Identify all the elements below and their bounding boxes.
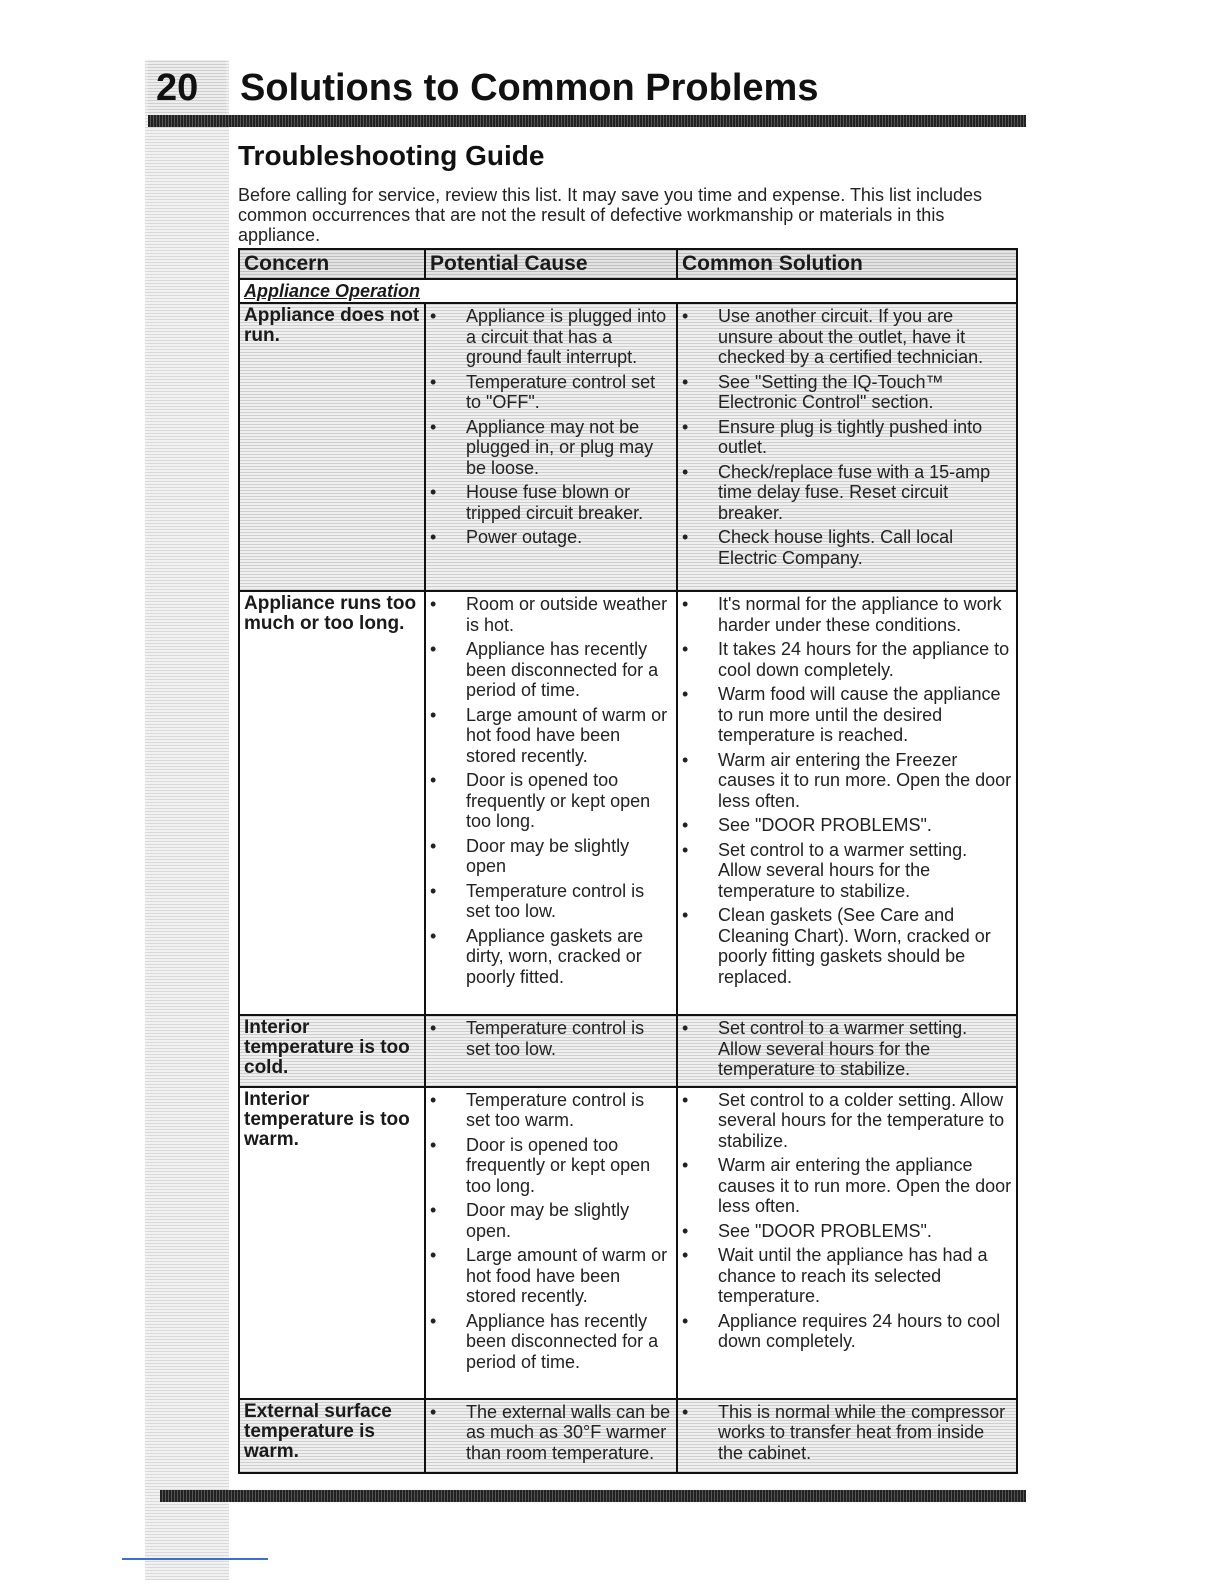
- page-header: [148, 60, 1026, 116]
- page-title: Solutions to Common Problems: [240, 66, 819, 109]
- bullet-icon: •: [682, 1089, 689, 1110]
- bullet-text: Wait until the appliance has had a chance to reach its selected temperature.: [718, 1245, 988, 1306]
- bullet-item: [682, 1018, 1012, 1080]
- bullet-icon: •: [682, 527, 689, 547]
- bullet-text: Door is opened too frequently or kept open too long.: [466, 1134, 651, 1196]
- bullet-item: [682, 639, 1012, 680]
- troubleshooting-table: [238, 248, 1018, 1474]
- bullet-item: [430, 770, 672, 832]
- table-row: [240, 1400, 1016, 1472]
- bullet-item: [430, 1018, 672, 1059]
- bullet-icon: •: [430, 925, 437, 946]
- bottom-rule: [160, 1490, 1026, 1502]
- bullet-text: Door is opened too frequently or kept open too long.: [466, 770, 651, 831]
- bullet-icon: •: [682, 1401, 689, 1422]
- bullet-icon: •: [682, 839, 689, 860]
- bullet-icon: •: [430, 416, 437, 437]
- bullet-text: Door may be slightly open.: [466, 1200, 630, 1241]
- bullet-text: It takes 24 hours for the appliance to cool down completely.: [718, 639, 1010, 680]
- bullet-text: Temperature control is set too warm.: [466, 1089, 645, 1130]
- bullet-icon: •: [682, 1155, 689, 1175]
- bullet-item: [430, 705, 672, 767]
- bullet-item: [430, 1135, 672, 1197]
- bullet-icon: •: [430, 1134, 437, 1155]
- bullet-item: [430, 594, 672, 635]
- bullet-icon: •: [682, 684, 689, 704]
- bullet-text: Check/replace fuse with a 15-amp time delay fuse. Reset circuit breaker.: [718, 461, 991, 523]
- left-margin-stripe: [145, 60, 229, 1580]
- table-row: [240, 304, 1016, 592]
- bullet-icon: •: [430, 1200, 437, 1220]
- bullet-item: [682, 527, 1012, 568]
- concern-cell: Interior temperature is too warm.: [244, 1088, 410, 1150]
- bullet-item: [430, 639, 672, 701]
- bullet-item: [682, 1090, 1012, 1152]
- bullet-item: [682, 1221, 1012, 1242]
- cause-cell: [424, 1088, 676, 1398]
- table-row: [240, 1016, 1016, 1088]
- bullet-item: [682, 840, 1012, 902]
- bullet-icon: •: [682, 815, 689, 835]
- bullet-text: Use another circuit. If you are unsure about the outlet, have it checked by a certified technician.: [718, 306, 984, 367]
- bullet-item: [430, 881, 672, 922]
- bullet-icon: •: [682, 1018, 689, 1038]
- bullet-text: Set control to a colder setting. Allow several hours for the temperature to stabilize.: [718, 1089, 1005, 1151]
- cause-cell: [424, 1016, 676, 1086]
- bullet-icon: •: [430, 594, 437, 614]
- solution-cell: [676, 304, 1016, 590]
- bullet-text: Power outage.: [466, 527, 583, 547]
- bullet-item: [682, 1311, 1012, 1352]
- bullet-text: Warm food will cause the appliance to run more until the desired temperature is reached.: [718, 684, 1001, 745]
- solution-cell: [676, 592, 1016, 1014]
- bullet-item: [430, 372, 672, 413]
- bullet-icon: •: [430, 527, 437, 547]
- bullet-item: [682, 306, 1012, 368]
- bullet-item: [682, 684, 1012, 746]
- concern-cell: Appliance runs too much or too long.: [244, 593, 417, 634]
- bullet-item: [682, 1245, 1012, 1307]
- bullet-item: [430, 1200, 672, 1241]
- bullet-icon: •: [682, 749, 689, 770]
- bullet-text: Set control to a warmer setting. Allow several hours for the temperature to stabilize.: [718, 839, 968, 901]
- bullet-icon: •: [682, 594, 689, 614]
- bullet-item: [682, 594, 1012, 635]
- bullet-text: This is normal while the compressor works to transfer heat from inside the cabinet.: [718, 1401, 1006, 1463]
- bullet-icon: •: [430, 880, 437, 901]
- bullet-text: Large amount of warm or hot food have been stored recently.: [466, 704, 668, 766]
- solution-cell: [676, 1400, 1016, 1472]
- bullet-text: Ensure plug is tightly pushed into outlet.: [718, 416, 983, 457]
- solution-cell: [676, 1016, 1016, 1086]
- table-header: [240, 250, 1016, 280]
- bullet-item: [430, 1090, 672, 1131]
- bullet-text: Appliance has recently been disconnected for a period of time.: [466, 1310, 659, 1372]
- bullet-text: Check house lights. Call local Electric Company.: [718, 527, 954, 568]
- bullet-item: [682, 1402, 1012, 1464]
- bullet-item: [430, 926, 672, 988]
- bullet-text: Temperature control is set too low.: [466, 880, 645, 921]
- bullet-icon: •: [430, 639, 437, 659]
- header-concern: Concern: [244, 252, 330, 275]
- bullet-item: [682, 462, 1012, 524]
- table-row: [240, 1088, 1016, 1400]
- bullet-text: Temperature control set to "OFF".: [466, 371, 656, 412]
- bullet-text: See "Setting the IQ-Touch™ Electronic Control" section.: [718, 371, 944, 412]
- bullet-icon: •: [430, 704, 437, 725]
- bullet-text: Appliance requires 24 hours to cool down completely.: [718, 1310, 1001, 1351]
- bullet-item: [430, 482, 672, 523]
- footer-line: [122, 1558, 268, 1560]
- bullet-text: Warm air entering the Freezer causes it to run more. Open the door less often.: [718, 749, 1012, 811]
- title-rule: [148, 115, 1026, 127]
- table-row: [240, 592, 1016, 1016]
- bullet-text: Appliance is plugged into a circuit that has a ground fault interrupt.: [466, 306, 667, 367]
- bullet-icon: •: [430, 306, 437, 326]
- table-body: [240, 304, 1016, 1472]
- header-solution: Common Solution: [676, 250, 1016, 278]
- bullet-icon: •: [430, 1245, 437, 1265]
- solution-cell: [676, 1088, 1016, 1398]
- page-number: 20: [148, 60, 226, 116]
- bullet-item: [430, 1311, 672, 1373]
- bullet-icon: •: [682, 905, 689, 925]
- bullet-text: Clean gaskets (See Care and Cleaning Chart). Worn, cracked or poorly fitting gaskets should be replaced.: [718, 905, 991, 987]
- bullet-text: The external walls can be as much as 30°F warmer than room temperature.: [466, 1401, 671, 1463]
- bullet-text: Door may be slightly open: [466, 835, 630, 876]
- bullet-item: [682, 815, 1012, 836]
- bullet-icon: •: [682, 1245, 689, 1265]
- bullet-icon: •: [430, 1310, 437, 1331]
- bullet-text: Appliance gaskets are dirty, worn, cracked or poorly fitted.: [466, 925, 644, 987]
- bullet-icon: •: [430, 1018, 437, 1038]
- bullet-icon: •: [682, 639, 689, 659]
- bullet-text: Large amount of warm or hot food have been stored recently.: [466, 1245, 668, 1306]
- bullet-icon: •: [682, 461, 689, 482]
- bullet-icon: •: [430, 770, 437, 790]
- bullet-item: [682, 905, 1012, 987]
- bullet-text: Appliance may not be plugged in, or plug may be loose.: [466, 416, 654, 478]
- bullet-text: Temperature control is set too low.: [466, 1018, 645, 1059]
- bullet-item: [430, 836, 672, 877]
- bullet-icon: •: [430, 1401, 437, 1422]
- cause-cell: [424, 592, 676, 1014]
- concern-cell: External surface temperature is warm.: [244, 1400, 392, 1462]
- section-title: Troubleshooting Guide: [238, 140, 545, 171]
- bullet-icon: •: [682, 416, 689, 437]
- bullet-item: [430, 417, 672, 479]
- bullet-icon: •: [682, 1310, 689, 1331]
- bullet-text: Warm air entering the appliance causes it to run more. Open the door less often.: [718, 1155, 1012, 1216]
- bullet-text: Appliance has recently been disconnected for a period of time.: [466, 639, 659, 700]
- bullet-icon: •: [430, 371, 437, 392]
- cause-cell: [424, 304, 676, 590]
- bullet-icon: •: [682, 1220, 689, 1241]
- bullet-text: It's normal for the appliance to work harder under these conditions.: [718, 594, 1002, 635]
- bullet-item: [682, 372, 1012, 413]
- bullet-icon: •: [430, 482, 437, 502]
- bullet-text: Set control to a warmer setting. Allow several hours for the temperature to stabilize.: [718, 1018, 968, 1079]
- bullet-text: House fuse blown or tripped circuit breaker.: [466, 482, 644, 523]
- header-cause: Potential Cause: [424, 250, 676, 278]
- bullet-icon: •: [430, 835, 437, 856]
- bullet-icon: •: [682, 371, 689, 392]
- bullet-item: [682, 417, 1012, 458]
- intro-paragraph: Before calling for service, review this list. It may save you time and expense. This list includes common occurrences that are not the result of defective workmanship or materials in this appliance.: [238, 185, 982, 245]
- bullet-icon: •: [430, 1089, 437, 1110]
- concern-cell: Interior temperature is too cold.: [244, 1017, 410, 1078]
- bullet-item: [430, 1245, 672, 1307]
- bullet-item: [430, 1402, 672, 1464]
- concern-cell: Appliance does not run.: [244, 305, 420, 346]
- bullet-item: [430, 306, 672, 368]
- bullet-item: [682, 750, 1012, 812]
- bullet-icon: •: [682, 306, 689, 326]
- bullet-text: See "DOOR PROBLEMS".: [718, 1220, 932, 1241]
- cause-cell: [424, 1400, 676, 1472]
- bullet-item: [682, 1155, 1012, 1217]
- bullet-text: See "DOOR PROBLEMS".: [718, 815, 932, 835]
- bullet-item: [430, 527, 672, 548]
- group-label: Appliance Operation: [240, 280, 1016, 304]
- bullet-text: Room or outside weather is hot.: [466, 594, 668, 635]
